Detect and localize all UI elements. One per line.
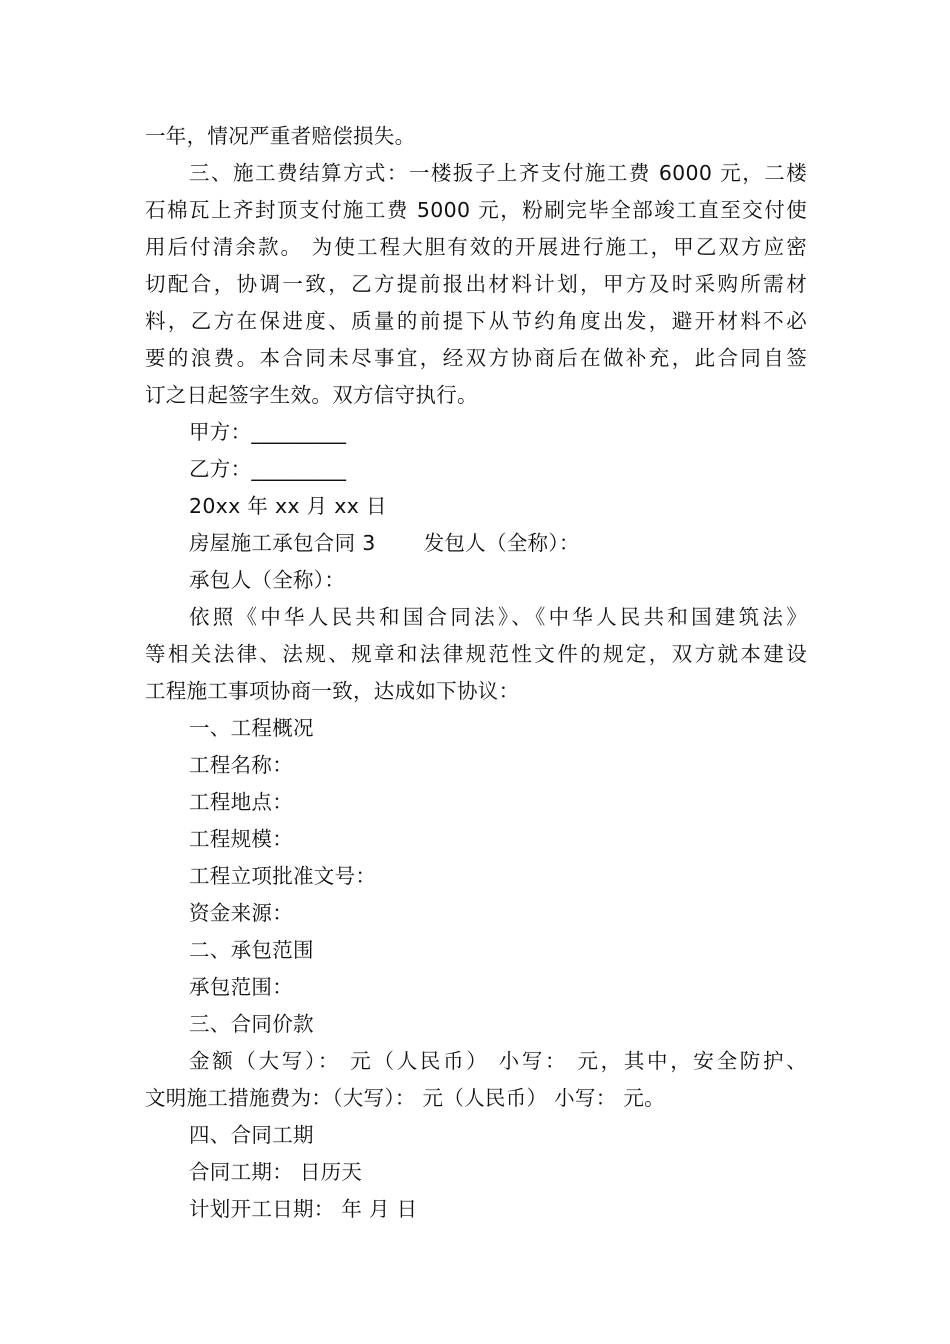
field-contract-duration: 合同工期： 日历天 xyxy=(189,1160,363,1184)
document-body xyxy=(145,118,807,1228)
field-contract-scope: 承包范围： xyxy=(189,975,293,999)
section-heading: 三、合同价款 xyxy=(189,1012,314,1036)
contractor-label: 承包人（全称）： xyxy=(189,568,346,592)
paragraph-line: 依照《中华人民共和国合同法》、《中华人民共和国建筑法》 xyxy=(189,605,807,629)
paragraph-line: 要的浪费。本合同未尽事宜，经双方协商后在做补充，此合同自签 xyxy=(145,346,807,370)
field-project-scale: 工程规模： xyxy=(189,827,293,851)
contract-title: 房屋施工承包合同 3 xyxy=(189,531,376,555)
paragraph-line: 切配合，协调一致，乙方提前报出材料计划，甲方及时采购所需材 xyxy=(145,272,807,296)
signature-party-a: 甲方：_________ xyxy=(189,420,347,444)
paragraph-line: 石棉瓦上齐封顶支付施工费 5000 元，粉刷完毕全部竣工直至交付使 xyxy=(145,198,807,222)
field-funding-source: 资金来源： xyxy=(189,901,293,925)
paragraph-line: 金额（大写）： 元（人民币） 小写： 元，其中，安全防护、 xyxy=(189,1049,807,1073)
paragraph-line: 料，乙方在保进度、质量的前提下从节约角度出发，避开材料不必 xyxy=(145,309,807,333)
section-heading: 一、工程概况 xyxy=(189,716,314,740)
paragraph-line: 用后付清余款。 为使工程大胆有效的开展进行施工，甲乙双方应密 xyxy=(145,235,807,259)
field-planned-start-date: 计划开工日期： 年 月 日 xyxy=(189,1197,418,1221)
paragraph-line: 等相关法律、法规、规章和法律规范性文件的规定，双方就本建设 xyxy=(145,642,807,666)
field-approval-number: 工程立项批准文号： xyxy=(189,864,377,888)
contract-title-line xyxy=(145,525,807,562)
paragraph-line: 文明施工措施费为：（大写）： 元（人民币） 小写： 元。 xyxy=(145,1086,665,1110)
paragraph-line: 一年，情况严重者赔偿损失。 xyxy=(145,124,416,148)
field-project-name: 工程名称： xyxy=(189,753,293,777)
paragraph-line: 订之日起签字生效。双方信守执行。 xyxy=(145,383,478,407)
date-line: 20xx 年 xx 月 xx 日 xyxy=(189,494,387,518)
paragraph-line: 工程施工事项协商一致，达成如下协议： xyxy=(145,679,520,703)
section-heading: 四、合同工期 xyxy=(189,1123,314,1147)
section-heading: 二、承包范围 xyxy=(189,938,314,962)
signature-party-b: 乙方：_________ xyxy=(189,457,347,481)
field-project-location: 工程地点： xyxy=(189,790,293,814)
employer-label: 发包人（全称）： xyxy=(423,531,580,555)
paragraph-line: 三、施工费结算方式：一楼扳子上齐支付施工费 6000 元，二楼 xyxy=(189,161,807,185)
